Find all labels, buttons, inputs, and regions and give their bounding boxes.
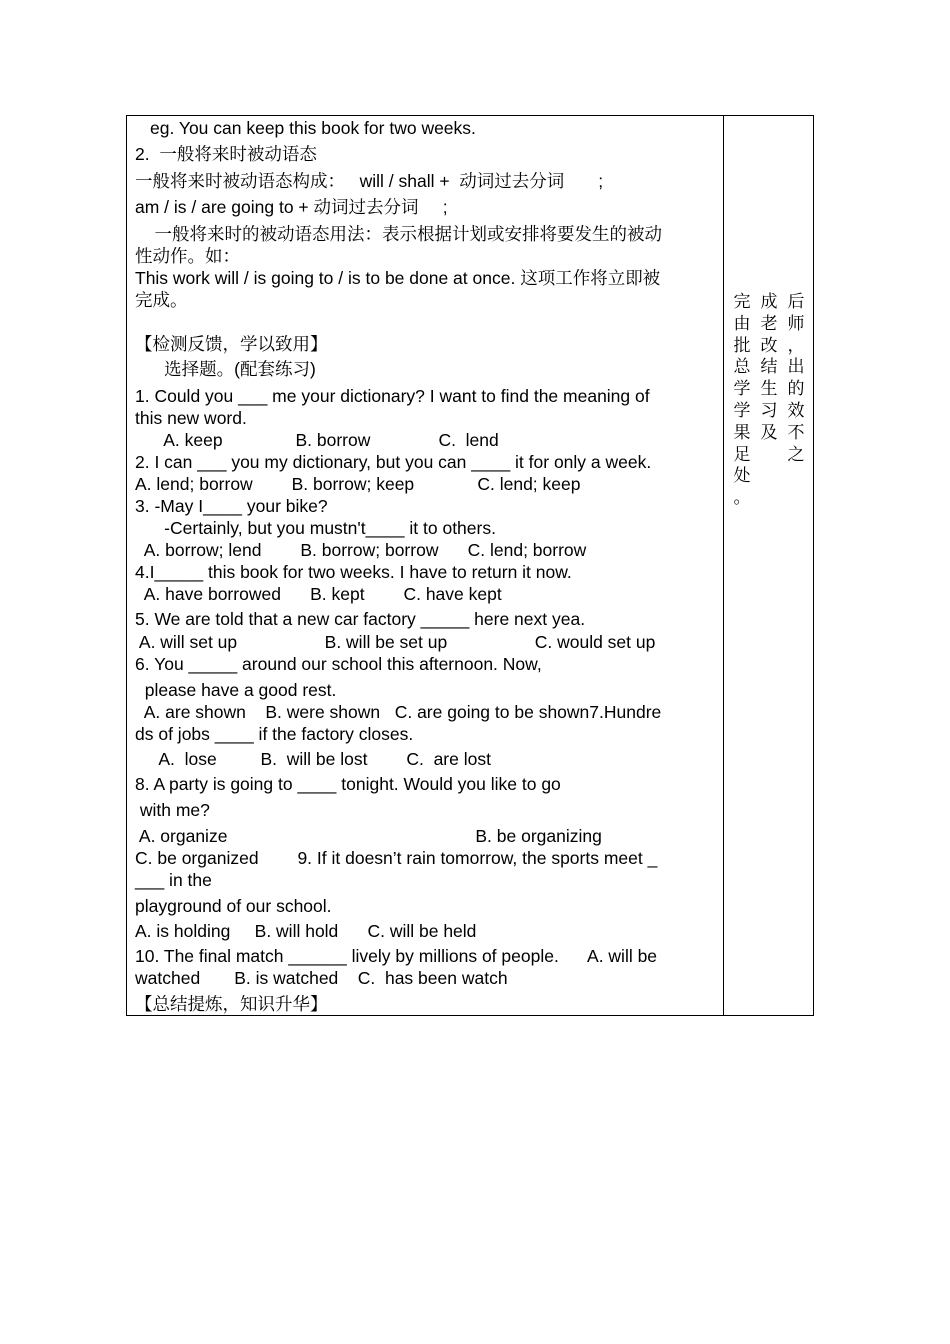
side-note-char: 不 [787, 422, 805, 443]
side-note-column-2 [759, 292, 779, 445]
question-line: please have a good rest. [135, 680, 337, 700]
example-line: This work will / is going to / is to be done at once. 这项工作将立即被 [135, 268, 661, 288]
side-note-char: 习 [760, 400, 778, 421]
options-line: A. is holding B. will hold C. will be held [135, 921, 477, 941]
example-line: eg. You can keep this book for two weeks. [150, 118, 476, 138]
section-heading: 【总结提炼，知识升华】 [135, 994, 328, 1014]
side-note-char: 及 [760, 422, 778, 443]
usage-line: 一般将来时的被动语态用法：表示根据计划或安排将要发生的被动 [135, 224, 662, 244]
question-line: this new word. [135, 408, 247, 428]
side-note-char: 老 [760, 313, 778, 334]
section-heading: 2. 一般将来时被动语态 [135, 144, 317, 164]
question-line: C. be organized 9. If it doesn’t rain tomorrow, the sports meet _ [135, 848, 658, 868]
question-line: ds of jobs ____ if the factory closes. [135, 724, 414, 744]
options-line: A. organize B. be organizing [135, 826, 602, 846]
side-note-column-3 [786, 292, 806, 466]
side-note-char: 足 [733, 444, 751, 465]
side-note-char: 完 [733, 292, 751, 312]
side-note-char: 之 [787, 444, 805, 465]
question-line: 1. Could you ___ me your dictionary? I want to find the meaning of [135, 386, 650, 406]
side-note-char: 后 [787, 292, 805, 312]
side-note-char: 批 [733, 335, 751, 356]
usage-line: 性动作。如： [135, 246, 240, 266]
section-heading: 【检测反馈，学以致用】 [135, 334, 328, 354]
question-line: 2. I can ___ you my dictionary, but you can ____ it for only a week. [135, 452, 652, 472]
structure-line: 一般将来时被动语态构成： will / shall + 动词过去分词 ; [135, 171, 604, 191]
side-note-char: 师 [787, 313, 805, 334]
side-note-char: 出 [787, 357, 805, 378]
side-note-char: 结 [760, 357, 778, 378]
question-line: ___ in the [135, 870, 212, 890]
example-line: 完成。 [135, 290, 188, 310]
question-line: 5. We are told that a new car factory _____ here next yea. [135, 609, 586, 629]
options-line: A. keep B. borrow C. lend [135, 430, 499, 450]
side-note-char: 改 [760, 335, 778, 356]
side-note-char: ， [787, 335, 805, 356]
side-note-char: 学 [733, 400, 751, 421]
options-line: A. will set up B. will be set up C. would set up [135, 632, 656, 652]
question-line: 10. The final match ______ lively by millions of people. A. will be [135, 946, 658, 966]
question-line: 6. You _____ around our school this afternoon. Now, [135, 654, 542, 674]
side-note-char: 。 [733, 488, 751, 509]
question-line: 3. -May I____ your bike? [135, 496, 328, 516]
options-line: A. are shown B. were shown C. are going to be shown7.Hundre [135, 702, 662, 722]
side-note-char: 处 [733, 466, 751, 487]
side-note-char: 果 [733, 422, 751, 443]
options-line: A. lose B. will be lost C. are lost [135, 749, 491, 769]
question-line: with me? [135, 800, 210, 820]
exercise-intro: 选择题。(配套练习) [135, 359, 316, 379]
options-line: A. have borrowed B. kept C. have kept [135, 584, 502, 604]
question-line: 8. A party is going to ____ tonight. Would you like to go [135, 774, 561, 794]
side-note-column-1 [732, 292, 752, 510]
options-line: A. lend; borrow B. borrow; keep C. lend; keep [135, 474, 581, 494]
column-divider [723, 115, 724, 1016]
side-note-char: 学 [733, 379, 751, 400]
side-note-char: 由 [733, 313, 751, 334]
side-note-char: 总 [733, 357, 751, 378]
options-line: A. borrow; lend B. borrow; borrow C. lend; borrow [135, 540, 587, 560]
options-line: watched B. is watched C. has been watch [135, 968, 508, 988]
structure-line: am / is / are going to + 动词过去分词 ; [135, 197, 448, 217]
question-line: 4.I_____ this book for two weeks. I have to return it now. [135, 562, 572, 582]
question-line: playground of our school. [135, 896, 332, 916]
question-line: -Certainly, but you mustn't____ it to others. [135, 518, 496, 538]
side-note-char: 效 [787, 400, 805, 421]
side-note-char: 的 [787, 379, 805, 400]
side-note-char: 成 [760, 292, 778, 312]
side-note-char: 生 [760, 379, 778, 400]
